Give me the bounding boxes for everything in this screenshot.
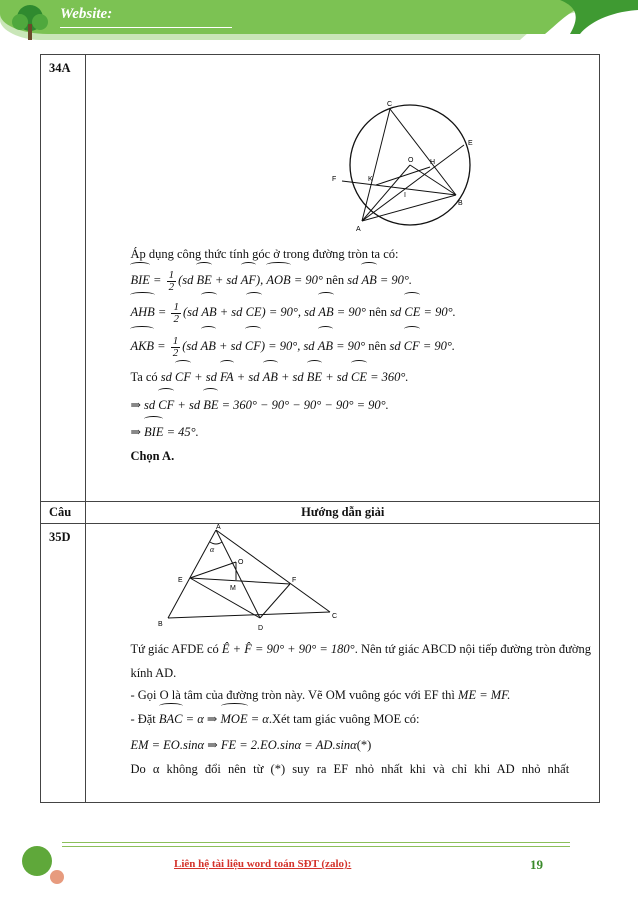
website-label: Website: — [60, 6, 113, 22]
label-K: K — [368, 176, 374, 183]
label-O: O — [408, 157, 414, 164]
footer-divider — [62, 842, 570, 843]
circle-figure — [130, 55, 591, 243]
label-B: B — [158, 621, 164, 628]
label-I: I — [404, 192, 407, 199]
question-35-content — [86, 524, 600, 803]
label-E: E — [178, 577, 184, 584]
footer-divider-2 — [62, 846, 570, 847]
q34-formula-2: AHB = $\frac{1}{2}$ (sd AB + sd CE) = 90°, sd AB = 90° nên sd CE = 90°. — [130, 295, 591, 329]
q34-formula-4: Ta có sd CF + sd FA + sd AB + sd BE + sd CE = 360°. — [130, 363, 591, 391]
footer-contact: Liên hệ tài liệu word toán SĐT (zalo): — [174, 858, 352, 870]
label-E: E — [468, 140, 474, 147]
q35-para-1: Tứ giác AFDE có Ê + F̂ = 90° + 90° = 180°. Nên tứ giác ABCD nội tiếp đường tròn đường — [130, 642, 591, 656]
triangle-figure — [130, 524, 591, 636]
circle-diagram — [330, 101, 490, 231]
q35-para-5: EM = EO.sinα ⇒ FE = 2.EO.sinα = AD.sinα(*) — [130, 738, 372, 752]
table-header-row — [41, 502, 600, 524]
q34-intro: Áp dụng công thức tính góc ở trong đường tròn ta có: — [130, 247, 399, 261]
label-F: F — [332, 176, 337, 183]
tree-logo-icon — [8, 2, 52, 46]
question-35-id: 35D — [41, 524, 86, 803]
q35-para-2: kính AD. — [130, 666, 177, 680]
label-A: A — [356, 226, 362, 231]
question-34-content — [86, 55, 600, 502]
label-C: C — [332, 613, 338, 620]
triangle-diagram — [150, 524, 350, 636]
page-number: 19 — [530, 857, 543, 872]
label-alpha: α — [210, 545, 215, 554]
label-B: B — [458, 200, 464, 207]
question-35-row — [41, 524, 600, 803]
label-D: D — [258, 625, 264, 632]
header-col-question: Câu — [41, 502, 86, 524]
orange-circle-decoration — [50, 870, 64, 884]
label-A: A — [216, 524, 222, 531]
q35-para-4: - Đặt BAC = α ⇒ MOE = α.Xét tam giác vuông MOE có: — [130, 706, 591, 732]
q34-formula-1: BIE = $\frac{1}{2}$ (sd BE + sd AF), AOB = 90° nên sd AB = 90°. — [130, 265, 591, 295]
label-F: F — [292, 577, 297, 584]
label-O: O — [238, 559, 244, 566]
q35-para-6: Do α không đổi nên từ (*) suy ra EF nhỏ nhất khi và chỉ khi AD nhỏ nhất — [130, 762, 570, 776]
q34-formula-5: ⇒ sd CF + sd BE = 360° − 90° − 90° − 90° = 90°. — [130, 391, 591, 419]
solution-table — [40, 54, 600, 803]
question-34-id: 34A — [41, 55, 86, 502]
q34-formula-6: ⇒ BIE = 45°. — [130, 419, 591, 445]
question-34-row — [41, 55, 600, 502]
q35-para-3: - Gọi O là tâm của đường tròn này. Vẽ OM vuông góc với EF thì ME = MF. — [130, 688, 511, 702]
page-header — [0, 0, 638, 48]
website-underline — [60, 27, 232, 28]
green-circle-decoration — [22, 846, 52, 876]
label-H: H — [430, 159, 436, 166]
label-C: C — [387, 101, 393, 108]
header-col-guide: Hướng dẫn giải — [86, 502, 600, 524]
q34-formula-3: AKB = $\frac{1}{2}$ (sd AB + sd CF) = 90°, sd AB = 90° nên sd CF = 90°. — [130, 329, 591, 363]
q34-conclusion: Chọn A. — [130, 449, 175, 463]
label-M: M — [230, 585, 237, 592]
